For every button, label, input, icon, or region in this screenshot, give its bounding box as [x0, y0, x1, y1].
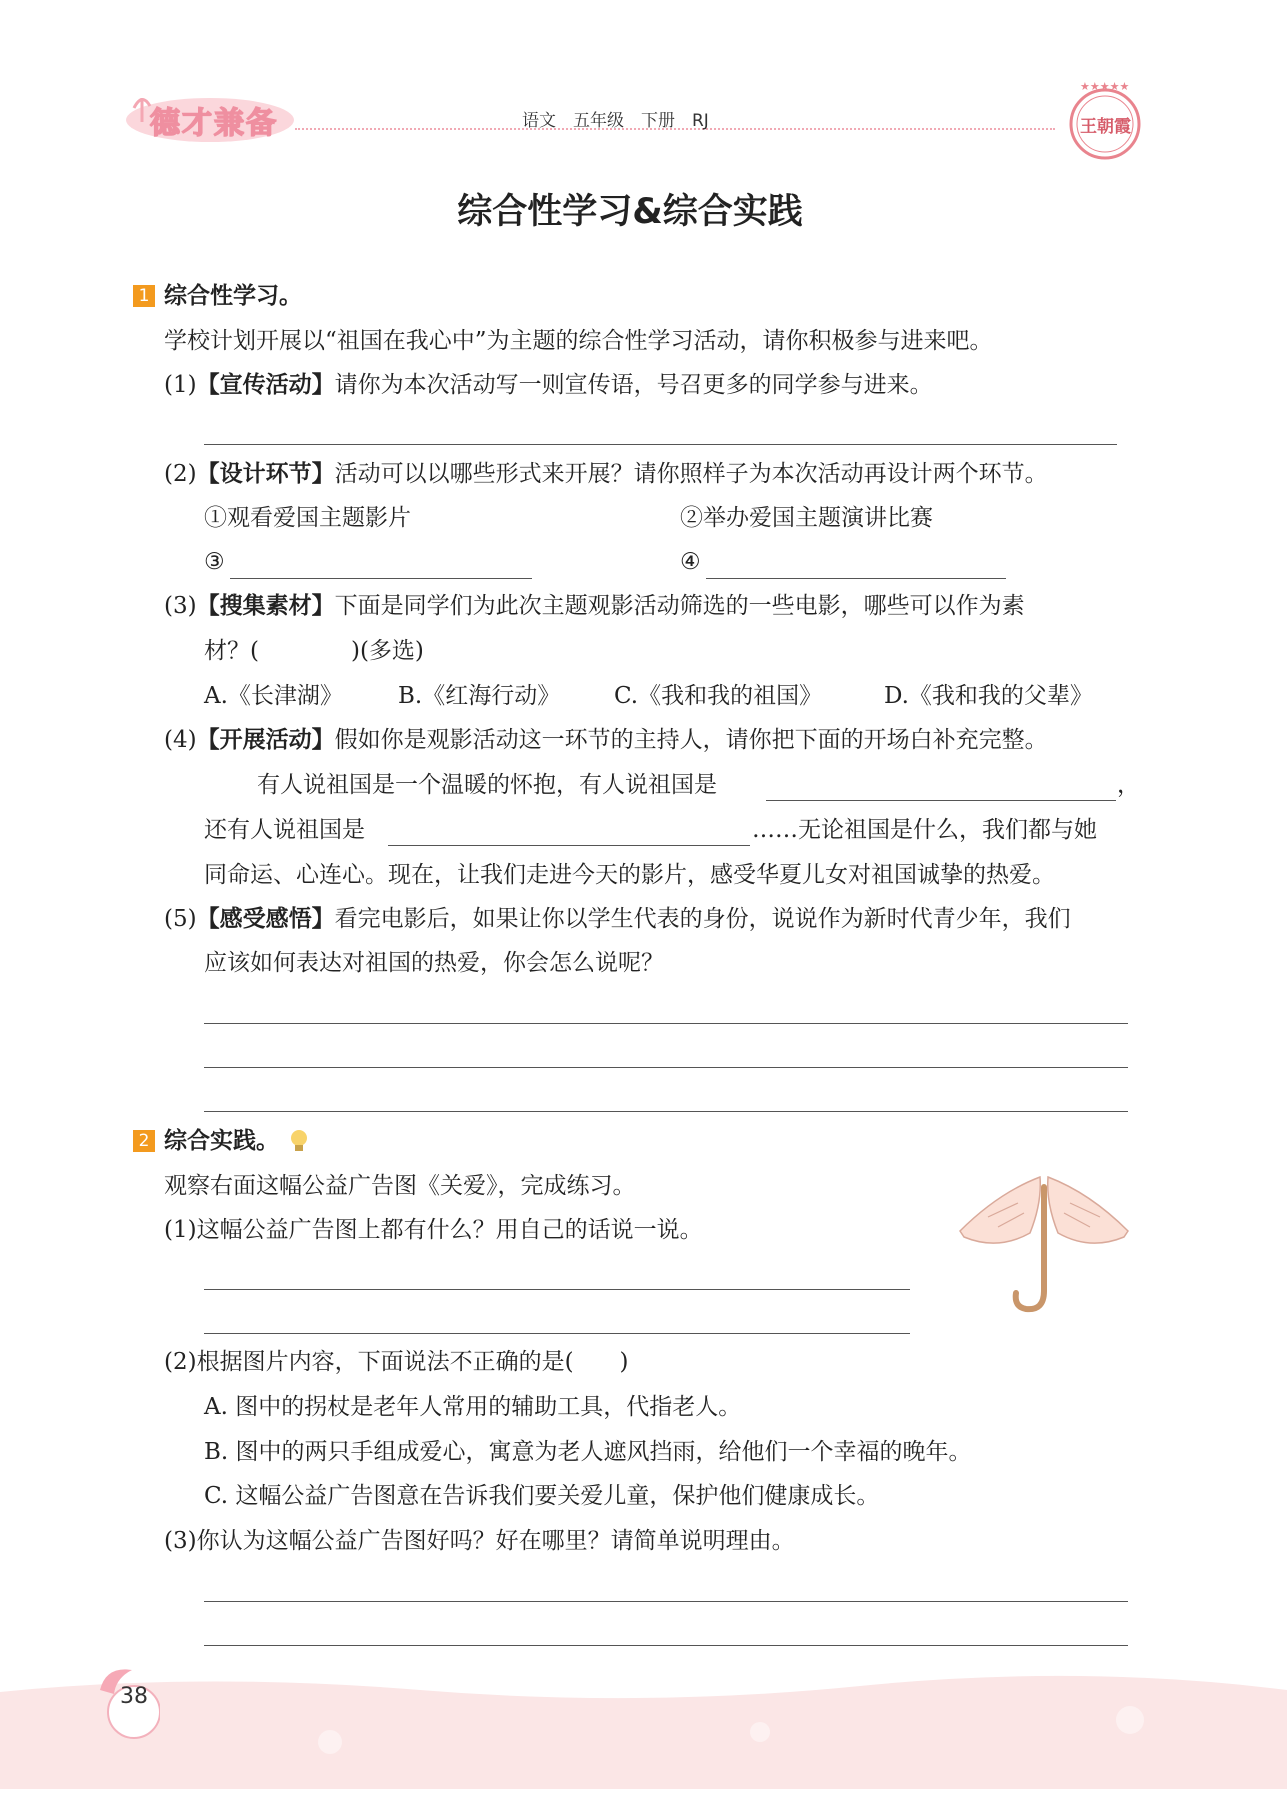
- header-subtitle: 语文 五年级 下册 RJ: [522, 111, 709, 131]
- s1-q3-optD: D.《我和我的父辈》: [884, 683, 1093, 709]
- footer-wave: [0, 1672, 1287, 1789]
- answer-line[interactable]: [204, 1333, 910, 1334]
- s2-q2-optC: C. 这幅公益广告图意在告诉我们要关爱儿童，保护他们健康成长。: [204, 1483, 880, 1509]
- s1-q2-text: 活动可以以哪些形式来开展？请你照样子为本次活动再设计两个环节。: [334, 461, 1048, 487]
- section2-badge: 2: [133, 1130, 155, 1152]
- s1-q4-text: 假如你是观影活动这一环节的主持人，请你把下面的开场白补充完整。: [334, 727, 1048, 753]
- s1-q2-opt2: ②举办爱国主题演讲比赛: [680, 505, 933, 531]
- s1-q1-tag: 【宣传活动】: [196, 372, 335, 398]
- s1-q2-opt3: ③: [204, 549, 225, 575]
- s2-q1: (1)这幅公益广告图上都有什么？用自己的话说一说。: [164, 1217, 703, 1243]
- s1-q3-text2: 材？( )(多选): [204, 638, 424, 664]
- s1-q5: [164, 904, 1071, 934]
- s1-q4: [164, 725, 1048, 755]
- answer-line[interactable]: [204, 444, 1117, 445]
- lightbulb-icon: [288, 1128, 310, 1158]
- hands-umbrella-image: [958, 1173, 1130, 1315]
- s1-q1-num: (1): [164, 372, 197, 398]
- s1-q3-optB: B.《红海行动》: [398, 683, 561, 709]
- s1-q5-text2: 应该如何表达对祖国的热爱，你会怎么说呢？: [204, 950, 664, 976]
- answer-line[interactable]: [766, 800, 1116, 801]
- answer-line[interactable]: [204, 1289, 910, 1290]
- s1-q3-text: 下面是同学们为此次主题观影活动筛选的一些电影，哪些可以作为素: [334, 593, 1025, 619]
- brand-logo: [120, 88, 295, 144]
- answer-line[interactable]: [204, 1645, 1128, 1646]
- care-illustration: [958, 1173, 1130, 1315]
- stamp-name: 王朝霞: [1080, 117, 1131, 137]
- s1-q2: [164, 459, 1048, 489]
- s1-q4-p2: 还有人说祖国是: [204, 817, 365, 843]
- section1-heading: 综合性学习。: [164, 283, 302, 309]
- answer-line[interactable]: [388, 845, 750, 846]
- section2-heading: 综合实践。: [164, 1128, 279, 1154]
- s1-q4-num: (4): [164, 727, 197, 753]
- section2-intro: 观察右面这幅公益广告图《关爱》，完成练习。: [164, 1173, 636, 1199]
- s2-q2-optB: B. 图中的两只手组成爱心，寓意为老人遮风挡雨，给他们一个幸福的晚年。: [204, 1439, 972, 1465]
- s2-q2-optA: A. 图中的拐杖是老年人常用的辅助工具，代指老人。: [204, 1394, 742, 1420]
- s1-q4-tag: 【开展活动】: [196, 727, 335, 753]
- svg-text:★★★★★: ★★★★★: [1080, 80, 1130, 93]
- s1-q2-opt4: ④: [680, 549, 701, 575]
- s1-q1-text: 请你为本次活动写一则宣传语，号召更多的同学参与进来。: [334, 372, 933, 398]
- answer-line[interactable]: [204, 1023, 1128, 1024]
- answer-line[interactable]: [204, 1111, 1128, 1112]
- s1-q3-tag: 【搜集素材】: [196, 593, 335, 619]
- s1-q2-opt1: ①观看爱国主题影片: [204, 505, 411, 531]
- s1-q3-num: (3): [164, 593, 197, 619]
- s1-q4-p1: 有人说祖国是一个温暖的怀抱，有人说祖国是: [257, 772, 717, 798]
- author-stamp: [1062, 78, 1148, 164]
- section1-badge: 1: [133, 285, 155, 307]
- page-number: 38: [120, 1684, 148, 1709]
- s1-q3-optA: A.《长津湖》: [204, 683, 343, 709]
- s2-q2: (2)根据图片内容，下面说法不正确的是( ): [164, 1349, 629, 1375]
- s1-q3-optC: C.《我和我的祖国》: [614, 683, 823, 709]
- s1-q4-p1-end: ，: [1117, 772, 1140, 798]
- s1-q5-tag: 【感受感悟】: [196, 906, 335, 932]
- answer-line[interactable]: [706, 578, 1006, 579]
- s2-q3: (3)你认为这幅公益广告图好吗？好在哪里？请简单说明理由。: [164, 1528, 795, 1554]
- s1-q5-text: 看完电影后，如果让你以学生代表的身份，说说作为新时代青少年，我们: [334, 906, 1071, 932]
- page-title: 综合性学习&综合实践: [457, 192, 803, 232]
- s1-q5-num: (5): [164, 906, 197, 932]
- s1-q2-tag: 【设计环节】: [196, 461, 335, 487]
- answer-line[interactable]: [230, 578, 532, 579]
- answer-line[interactable]: [204, 1067, 1128, 1068]
- brand-text: 德才兼备: [150, 106, 278, 141]
- s1-q3: [164, 591, 1025, 621]
- section1-intro: 学校计划开展以“祖国在我心中”为主题的综合性学习活动，请你积极参与进来吧。: [164, 328, 993, 354]
- s1-q2-num: (2): [164, 461, 197, 487]
- s1-q4-p2-end: ……无论祖国是什么，我们都与她: [752, 817, 1097, 843]
- s1-q1: [164, 370, 933, 400]
- answer-line[interactable]: [204, 1601, 1128, 1602]
- footer-band: [0, 1672, 1287, 1789]
- s1-q4-p3: 同命运、心连心。现在，让我们走进今天的影片，感受华夏儿女对祖国诚挚的热爱。: [204, 862, 1055, 888]
